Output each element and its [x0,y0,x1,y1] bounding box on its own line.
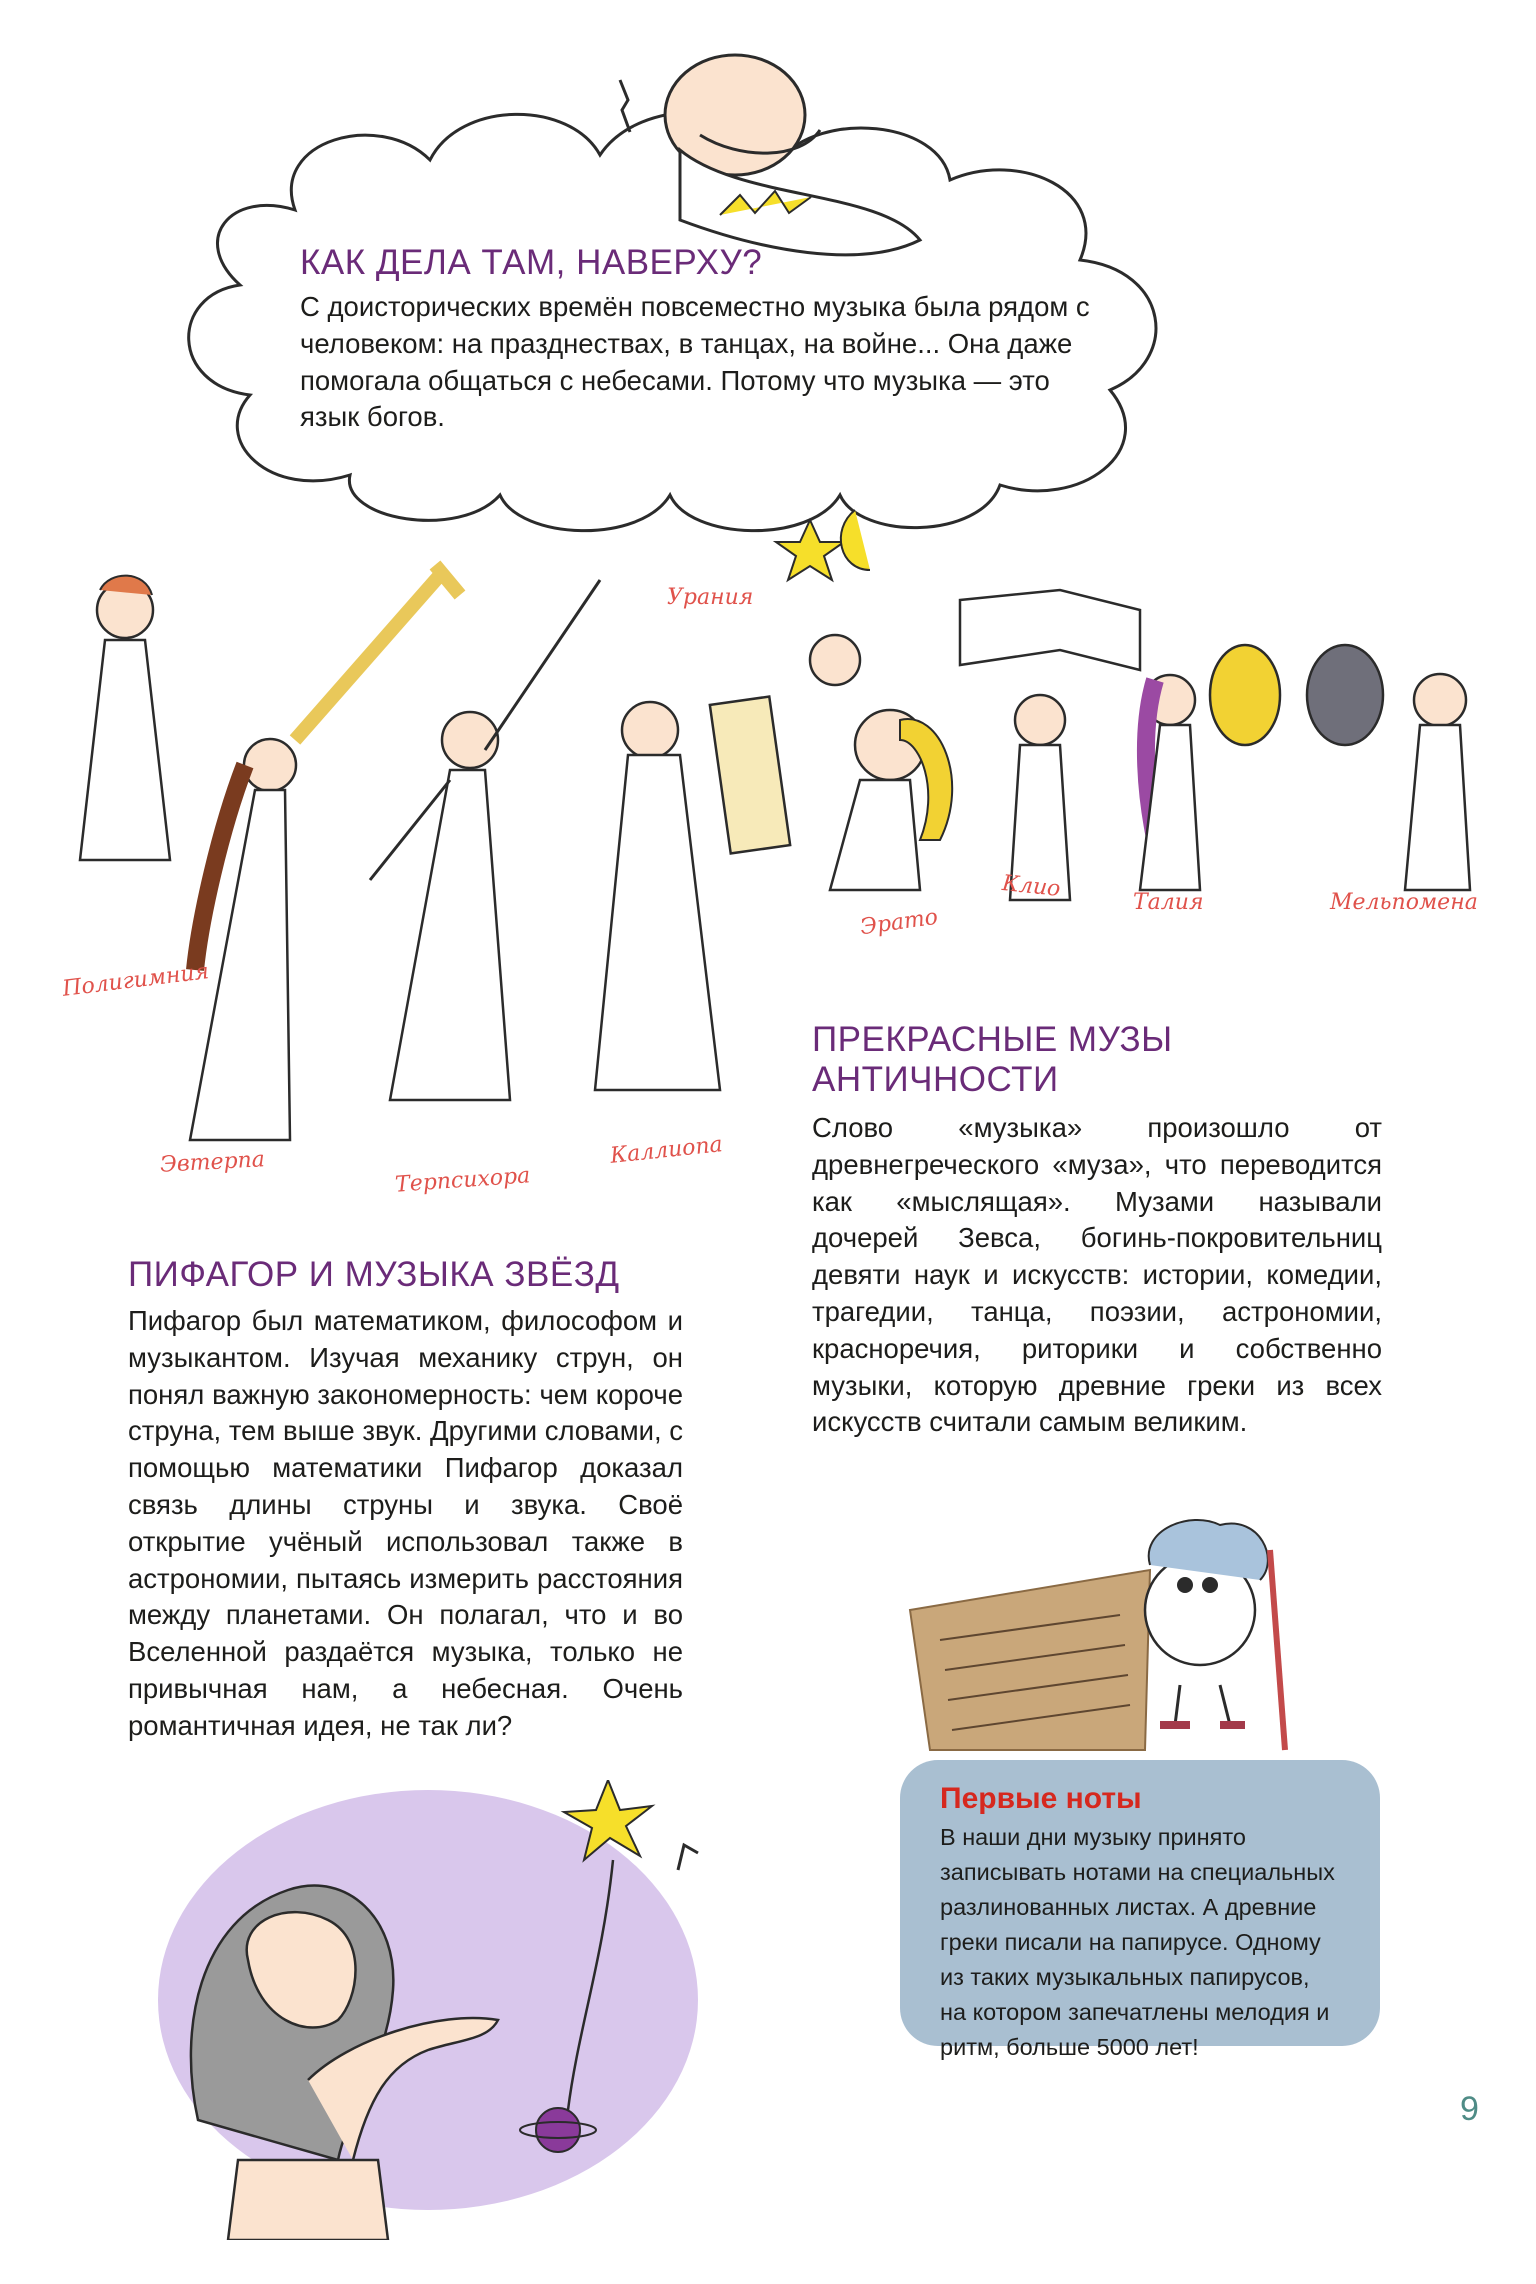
label-clio: Клио [1000,871,1062,902]
label-euterpe: Эвтерпа [159,1147,266,1178]
muses-text-block [812,1020,1382,1441]
label-polyhymnia: Полигимния [61,959,211,1002]
pythagoras-paragraph: Пифагор был математиком, философом и музыкантом. Изучая механику струн, он понял важную закономерность: чем короче струна, тем выше звук. Другими словами, с помощью математики Пифагор доказал связь длины струны и звука. Своё открытие учёный использовал также в астрономии, пытаясь измерить расстояния между планетами. Он полагал, что и во Вселенной раздаётся музыка, только не привычная нам, а небесная. Очень романтичная идея, не так ли? [128,1305,683,1741]
note-paragraph: В наши дни музыку принято записывать нотами на специальных разлинованных листах. А древние греки писали на папирусе. Одному из таких музыкальных папирусов, на котором запечатлены мелодия и ритм, больше 5000 лет! [940,1824,1335,2060]
muses-paragraph: Слово «музыка» произошло от древнегреческого «муза», что переводится как «мыслящая». Музами называли дочерей Зевса, богинь-покровительниц девяти наук и искусств: истории, комедии, трагедии, танца, поэзии, астрономии, красноречия, риторики и собственно музыки, которую древние греки из всех искусств считали самым великим. [812,1112,1382,1438]
pythagoras-illustration [138,1780,738,2240]
first-notes-box [900,1760,1380,2060]
cloud-text-block [300,243,1100,436]
cloud-heading: КАК ДЕЛА ТАМ, НАВЕРХУ? [300,243,763,282]
pythagoras-heading: ПИФАГОР И МУЗЫКА ЗВЁЗД [128,1255,620,1294]
label-calliope: Каллиопа [609,1132,724,1169]
label-terpsichore: Терпсихора [394,1163,532,1198]
note-title: Первые ноты [940,1782,1142,1815]
cloud-paragraph: С доисторических времён повсеместно музыка была рядом с человеком: на празднествах, в танцах, на войне... Она даже помогала общаться с небесами. Потому что музыка — это язык богов. [300,291,1090,433]
label-erato: Эрато [858,904,940,941]
page-number: 9 [1460,2090,1479,2128]
papyrus-illustration [900,1510,1320,1760]
label-urania: Урания [667,585,754,610]
muses-heading: ПРЕКРАСНЫЕ МУЗЫ АНТИЧНОСТИ [812,1020,1173,1099]
label-melpomene: Мельпомена [1330,890,1478,915]
label-thalia: Талия [1133,890,1204,915]
pythagoras-text-block [128,1255,683,1745]
